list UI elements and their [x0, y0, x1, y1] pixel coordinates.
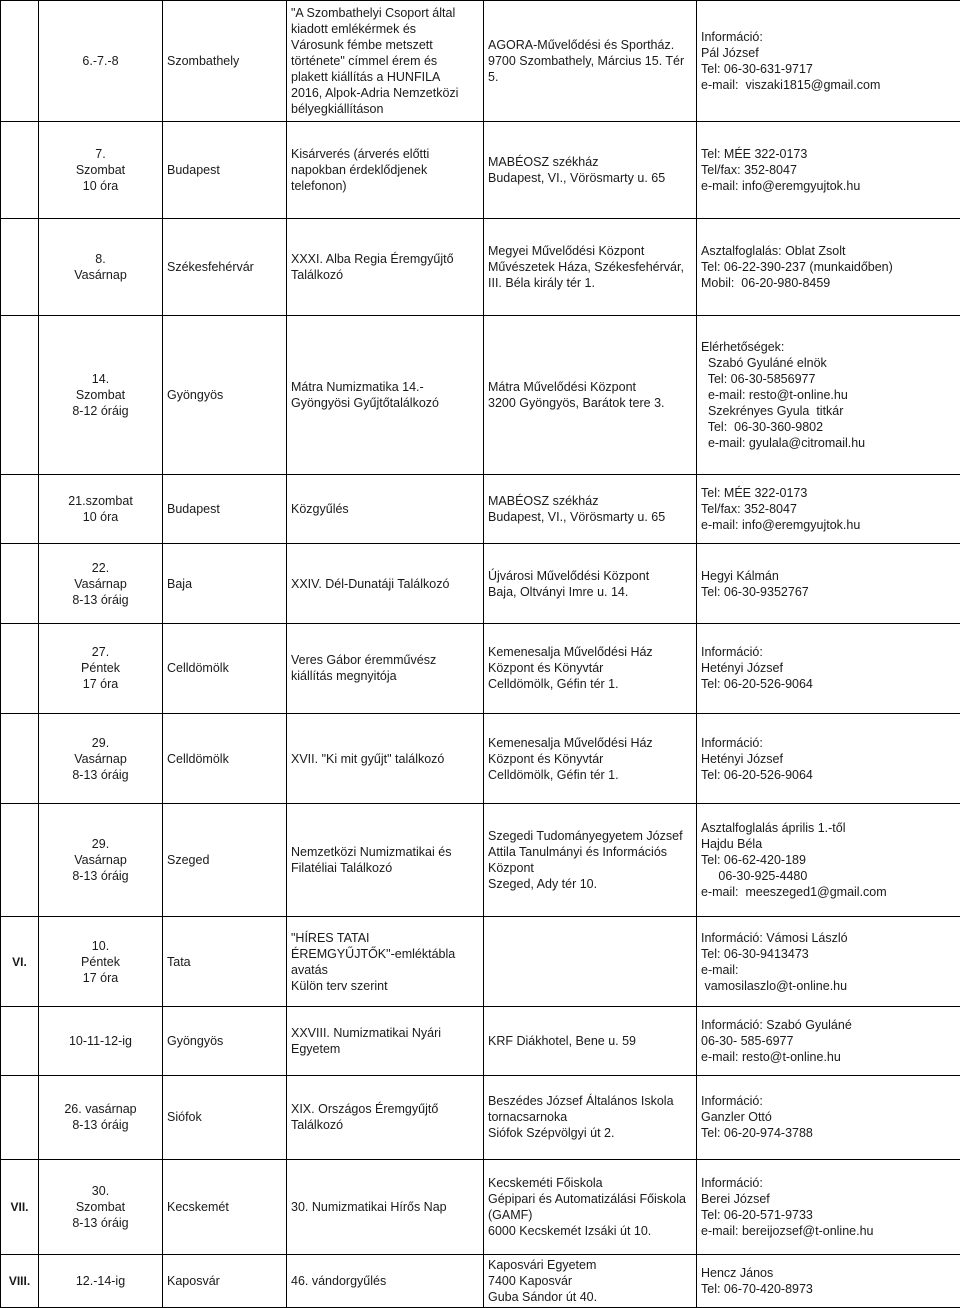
date-line: Vasárnap	[74, 576, 127, 591]
date-line: Szombat	[75, 163, 126, 178]
date-line: 30.	[91, 1183, 110, 1198]
venue-line: AGORA-Művelődési és Sportház.	[488, 38, 675, 53]
event-line: Találkozó	[291, 267, 344, 282]
venue-cell	[484, 122, 697, 219]
contact-line: Hencz János	[701, 1266, 774, 1281]
month-cell	[1, 218, 39, 315]
month-cell	[1, 714, 39, 804]
contact-line: 06-30-925-4480	[701, 869, 808, 884]
city-cell	[163, 544, 287, 623]
contact-line: vamosilaszlo@t-online.hu	[701, 978, 848, 993]
month-text: VII.	[10, 1199, 29, 1214]
contact-cell	[697, 122, 960, 219]
month-cell	[1, 474, 39, 544]
event-cell	[287, 1255, 484, 1308]
event-line: kiadott emlékérmek és	[291, 22, 417, 37]
date-line: 8.	[95, 251, 106, 266]
event-line: ÉREMGYŰJTŐK"-emléktábla	[291, 946, 456, 961]
venue-cell	[484, 1075, 697, 1159]
date-cell	[39, 714, 163, 804]
event-cell	[287, 623, 484, 713]
contact-line: e-mail: resto@t-online.hu	[701, 387, 848, 402]
contact-line: Szabó Gyuláné elnök	[701, 355, 827, 370]
month-cell	[1, 804, 39, 917]
event-line: XXVIII. Numizmatikai Nyári	[291, 1026, 442, 1041]
venue-cell	[484, 1007, 697, 1076]
date-line: Szombat	[75, 1199, 126, 1214]
contact-line: Szekrényes Gyula titkár	[701, 403, 844, 418]
venue-cell	[484, 714, 697, 804]
city-text: Szeged	[167, 853, 210, 868]
venue-line: Kemenesalja Művelődési Ház	[488, 645, 653, 660]
table-row	[1, 474, 960, 544]
table-row	[1, 623, 960, 713]
event-line: "A Szombathelyi Csoport által	[291, 6, 456, 21]
table-row	[1, 1007, 960, 1076]
date-cell	[39, 1075, 163, 1159]
venue-line: Baja, Oltványi Imre u. 14.	[488, 584, 629, 599]
city-cell	[163, 1159, 287, 1255]
event-line: 46. vándorgyűlés	[291, 1274, 387, 1289]
venue-cell	[484, 1255, 697, 1308]
month-cell	[1, 122, 39, 219]
event-cell	[287, 474, 484, 544]
date-line: 12.-14-ig	[75, 1274, 126, 1289]
event-line: XXIV. Dél-Dunatáji Találkozó	[291, 576, 450, 591]
date-cell	[39, 1255, 163, 1308]
venue-line: 9700 Szombathely, Március 15. Tér	[488, 54, 685, 69]
venue-line: KRF Diákhotel, Bene u. 59	[488, 1034, 636, 1049]
date-line: 27.	[91, 645, 110, 660]
table-row	[1, 714, 960, 804]
event-cell	[287, 804, 484, 917]
contact-line: Pál József	[701, 46, 759, 61]
contact-line: e-mail: info@eremgyujtok.hu	[701, 517, 861, 532]
contact-line: Hegyi Kálmán	[701, 568, 779, 583]
contact-line: Tel: 06-30-360-9802	[701, 419, 824, 434]
city-text: Székesfehérvár	[167, 259, 254, 274]
date-line: 29.	[91, 735, 110, 750]
month-cell	[1, 1255, 39, 1308]
event-line: XVII. "Ki mit gyűjt" találkozó	[291, 751, 445, 766]
venue-line: Guba Sándor út 40.	[488, 1290, 598, 1305]
date-cell	[39, 474, 163, 544]
venue-cell	[484, 315, 697, 474]
venue-line: Központ	[488, 861, 534, 876]
contact-cell	[697, 1007, 960, 1076]
contact-line: Ganzler Ottó	[701, 1110, 772, 1125]
contact-line: e-mail:	[701, 962, 739, 977]
contact-line: Információ:	[701, 1175, 763, 1190]
event-line: napokban érdeklődjenek	[291, 163, 428, 178]
contact-line: Tel: 06-70-420-8973	[701, 1282, 813, 1297]
venue-line: Gépipari és Automatizálási Főiskola	[488, 1191, 687, 1206]
venue-line: Celldömölk, Géfin tér 1.	[488, 677, 619, 692]
event-cell	[287, 544, 484, 623]
contact-cell	[697, 474, 960, 544]
city-text: Tata	[167, 954, 191, 969]
city-cell	[163, 1007, 287, 1076]
contact-line: Tel/fax: 352-8047	[701, 163, 797, 178]
table-row	[1, 1075, 960, 1159]
contact-cell	[697, 1255, 960, 1308]
venue-line: 6000 Kecskemét Izsáki út 10.	[488, 1223, 652, 1238]
month-cell	[1, 315, 39, 474]
event-line: Filatéliai Találkozó	[291, 861, 393, 876]
date-line: 6.-7.-8	[82, 54, 119, 69]
event-cell	[287, 122, 484, 219]
city-cell	[163, 1075, 287, 1159]
city-cell	[163, 714, 287, 804]
event-line: Veres Gábor éremművész	[291, 653, 437, 668]
event-line: 2016, Alpok-Adria Nemzetközi	[291, 86, 459, 101]
venue-line: Attila Tanulmányi és Információs	[488, 845, 668, 860]
date-line: 8-13 óráig	[72, 592, 129, 607]
venue-line: (GAMF)	[488, 1207, 533, 1222]
contact-line: e-mail: info@eremgyujtok.hu	[701, 179, 861, 194]
event-line: Gyöngyösi Gyűjtőtalálkozó	[291, 395, 439, 410]
venue-line: 3200 Gyöngyös, Barátok tere 3.	[488, 395, 665, 410]
contact-line: 06-30- 585-6977	[701, 1034, 794, 1049]
contact-line: Berei József	[701, 1191, 770, 1206]
venue-line: Újvárosi Művelődési Központ	[488, 568, 650, 583]
date-line: 17 óra	[82, 970, 119, 985]
contact-line: Tel: 06-30-9413473	[701, 946, 809, 961]
table-row	[1, 1, 960, 122]
venue-line: 7400 Kaposvár	[488, 1274, 573, 1289]
date-line: 7.	[95, 147, 106, 162]
event-line: Városunk fémbe metszett	[291, 38, 433, 53]
contact-line: Információ: Vámosi László	[701, 930, 848, 945]
table-row	[1, 804, 960, 917]
venue-line: Kecskeméti Főiskola	[488, 1175, 603, 1190]
month-cell	[1, 916, 39, 1006]
month-cell	[1, 623, 39, 713]
contact-line: Hajdu Béla	[701, 837, 763, 852]
date-line: 29.	[91, 837, 110, 852]
contact-line: Információ: Szabó Gyuláné	[701, 1018, 852, 1033]
contact-cell	[697, 1, 960, 122]
city-cell	[163, 916, 287, 1006]
contact-line: Tel: 06-30-631-9717	[701, 62, 813, 77]
event-line: XXXI. Alba Regia Éremgyűjtő	[291, 251, 454, 266]
contact-line: Tel: 06-20-974-3788	[701, 1126, 813, 1141]
event-line: kiállítás megnyitója	[291, 669, 397, 684]
date-line: 10.	[91, 938, 110, 953]
table-row	[1, 1159, 960, 1255]
city-text: Gyöngyös	[167, 1034, 224, 1049]
table-row	[1, 1255, 960, 1308]
contact-cell	[697, 1075, 960, 1159]
date-cell	[39, 916, 163, 1006]
city-cell	[163, 1, 287, 122]
date-line: 10 óra	[82, 509, 119, 524]
contact-line: e-mail: viszaki1815@gmail.com	[701, 78, 881, 93]
contact-cell	[697, 1159, 960, 1255]
contact-line: Tel: 06-20-526-9064	[701, 677, 813, 692]
contact-line: Tel: 06-22-390-237 (munkaidőben)	[701, 259, 893, 274]
date-cell	[39, 122, 163, 219]
date-line: 8-13 óráig	[72, 767, 129, 782]
event-cell	[287, 916, 484, 1006]
contact-cell	[697, 218, 960, 315]
date-cell	[39, 218, 163, 315]
event-cell	[287, 218, 484, 315]
table-row	[1, 218, 960, 315]
date-cell	[39, 623, 163, 713]
contact-line: Tel: 06-20-571-9733	[701, 1207, 813, 1222]
city-cell	[163, 122, 287, 219]
venue-cell	[484, 623, 697, 713]
date-line: Péntek	[81, 661, 120, 676]
venue-line: Budapest, VI., Vörösmarty u. 65	[488, 509, 666, 524]
table-row	[1, 315, 960, 474]
city-text: Baja	[167, 576, 193, 591]
contact-line: Tel: MÉE 322-0173	[701, 485, 808, 500]
event-line: Kisárverés (árverés előtti	[291, 147, 430, 162]
venue-line: Központ és Könyvtár	[488, 751, 604, 766]
month-text: VIII.	[8, 1274, 31, 1289]
city-cell	[163, 804, 287, 917]
date-cell	[39, 1159, 163, 1255]
city-text: Szombathely	[167, 54, 240, 69]
contact-line: e-mail: resto@t-online.hu	[701, 1050, 841, 1065]
date-line: 21.szombat	[68, 493, 133, 508]
month-cell	[1, 1159, 39, 1255]
event-line: 30. Numizmatikai Hírős Nap	[291, 1199, 447, 1214]
city-text: Celldömölk	[167, 661, 229, 676]
event-cell	[287, 315, 484, 474]
city-text: Budapest	[167, 163, 220, 178]
city-text: Kecskemét	[167, 1199, 229, 1214]
event-line: Nemzetközi Numizmatikai és	[291, 845, 452, 860]
city-text: Kaposvár	[167, 1274, 220, 1289]
contact-line: Tel: 06-62-420-189	[701, 853, 806, 868]
contact-line: Információ:	[701, 735, 763, 750]
event-line: avatás	[291, 962, 328, 977]
date-line: Szombat	[75, 387, 126, 402]
contact-line: e-mail: bereijozsef@t-online.hu	[701, 1223, 874, 1238]
city-text: Siófok	[167, 1110, 202, 1125]
venue-line: Szegedi Tudományegyetem József	[488, 829, 683, 844]
event-line: XIX. Országos Éremgyűjtő	[291, 1102, 439, 1117]
event-line: Mátra Numizmatika 14.-	[291, 379, 424, 394]
venue-line: 5.	[488, 70, 499, 85]
date-cell	[39, 315, 163, 474]
event-line: bélyegkiállításon	[291, 102, 384, 117]
date-line: 10-11-12-ig	[68, 1034, 132, 1049]
month-text: VI.	[12, 954, 27, 969]
date-line: Vasárnap	[74, 853, 127, 868]
contact-line: Asztalfoglalás április 1.-től	[701, 821, 846, 836]
contact-line: Tel: 06-30-9352767	[701, 584, 809, 599]
month-cell	[1, 1, 39, 122]
venue-line: Celldömölk, Géfin tér 1.	[488, 767, 619, 782]
event-line: története" címmel érem és	[291, 54, 438, 69]
month-cell	[1, 544, 39, 623]
table-row	[1, 544, 960, 623]
contact-cell	[697, 916, 960, 1006]
contact-line: Információ:	[701, 30, 763, 45]
date-line: 10 óra	[82, 179, 119, 194]
contact-cell	[697, 544, 960, 623]
venue-cell	[484, 218, 697, 315]
table-row	[1, 916, 960, 1006]
venue-line: Mátra Művelődési Központ	[488, 379, 636, 394]
contact-line: Hetényi József	[701, 751, 783, 766]
date-line: Vasárnap	[74, 267, 127, 282]
event-calendar-body	[1, 1, 960, 1308]
event-cell	[287, 1159, 484, 1255]
table-row	[1, 122, 960, 219]
city-cell	[163, 623, 287, 713]
date-line: 8-13 óráig	[72, 1215, 129, 1230]
date-line: Vasárnap	[74, 751, 127, 766]
date-line: 14.	[91, 371, 110, 386]
date-cell	[39, 1007, 163, 1076]
contact-cell	[697, 315, 960, 474]
venue-cell	[484, 916, 697, 1006]
city-cell	[163, 315, 287, 474]
event-cell	[287, 1075, 484, 1159]
event-cell	[287, 714, 484, 804]
city-text: Budapest	[167, 501, 220, 516]
venue-line: Szeged, Ady tér 10.	[488, 877, 598, 892]
event-line: Külön terv szerint	[291, 978, 388, 993]
date-cell	[39, 544, 163, 623]
event-line: telefonon)	[291, 179, 347, 194]
venue-cell	[484, 1, 697, 122]
venue-line: Kemenesalja Művelődési Ház	[488, 735, 653, 750]
contact-line: Mobil: 06-20-980-8459	[701, 275, 831, 290]
event-line: Egyetem	[291, 1042, 341, 1057]
venue-line: Megyei Művelődési Központ	[488, 243, 645, 258]
contact-cell	[697, 804, 960, 917]
contact-line: Információ:	[701, 645, 763, 660]
venue-line: Kaposvári Egyetem	[488, 1258, 597, 1273]
contact-cell	[697, 623, 960, 713]
city-text: Gyöngyös	[167, 387, 224, 402]
venue-cell	[484, 804, 697, 917]
date-line: 17 óra	[82, 677, 119, 692]
date-line: 8-13 óráig	[72, 1118, 129, 1133]
event-cell	[287, 1007, 484, 1076]
venue-cell	[484, 474, 697, 544]
contact-line: Asztalfoglalás: Oblat Zsolt	[701, 243, 846, 258]
city-cell	[163, 1255, 287, 1308]
month-cell	[1, 1075, 39, 1159]
month-cell	[1, 1007, 39, 1076]
contact-line: Információ:	[701, 1094, 763, 1109]
city-text: Celldömölk	[167, 751, 229, 766]
venue-line: Központ és Könyvtár	[488, 661, 604, 676]
city-cell	[163, 474, 287, 544]
city-cell	[163, 218, 287, 315]
date-line: 8-13 óráig	[72, 869, 129, 884]
venue-line: MABÉOSZ székház	[488, 155, 599, 170]
venue-line: Siófok Szépvölgyi út 2.	[488, 1126, 615, 1141]
venue-line: tornacsarnoka	[488, 1110, 568, 1125]
contact-line: e-mail: meeszeged1@gmail.com	[701, 885, 887, 900]
venue-line: Művészetek Háza, Székesfehérvár,	[488, 259, 684, 274]
venue-line: MABÉOSZ székház	[488, 493, 599, 508]
event-line: "HÍRES TATAI	[291, 930, 370, 945]
date-line: 26. vasárnap	[64, 1102, 137, 1117]
venue-line: Beszédes József Általános Iskola	[488, 1094, 674, 1109]
contact-line: Elérhetőségek:	[701, 339, 785, 354]
date-cell	[39, 804, 163, 917]
event-line: Találkozó	[291, 1118, 344, 1133]
event-cell	[287, 1, 484, 122]
contact-line: e-mail: gyulala@citromail.hu	[701, 435, 866, 450]
venue-line: Budapest, VI., Vörösmarty u. 65	[488, 171, 666, 186]
date-line: 22.	[91, 560, 110, 575]
contact-line: Hetényi József	[701, 661, 783, 676]
event-line: Közgyűlés	[291, 501, 349, 516]
venue-cell	[484, 544, 697, 623]
contact-line: Tel/fax: 352-8047	[701, 501, 797, 516]
contact-line: Tel: 06-30-5856977	[701, 371, 816, 386]
date-line: Péntek	[81, 954, 120, 969]
contact-cell	[697, 714, 960, 804]
date-line: 8-12 óráig	[72, 403, 129, 418]
contact-line: Tel: 06-20-526-9064	[701, 767, 813, 782]
event-line: plakett kiállítás a HUNFILA	[291, 70, 441, 85]
contact-line: Tel: MÉE 322-0173	[701, 147, 808, 162]
venue-line: III. Béla király tér 1.	[488, 275, 595, 290]
date-cell	[39, 1, 163, 122]
venue-cell	[484, 1159, 697, 1255]
